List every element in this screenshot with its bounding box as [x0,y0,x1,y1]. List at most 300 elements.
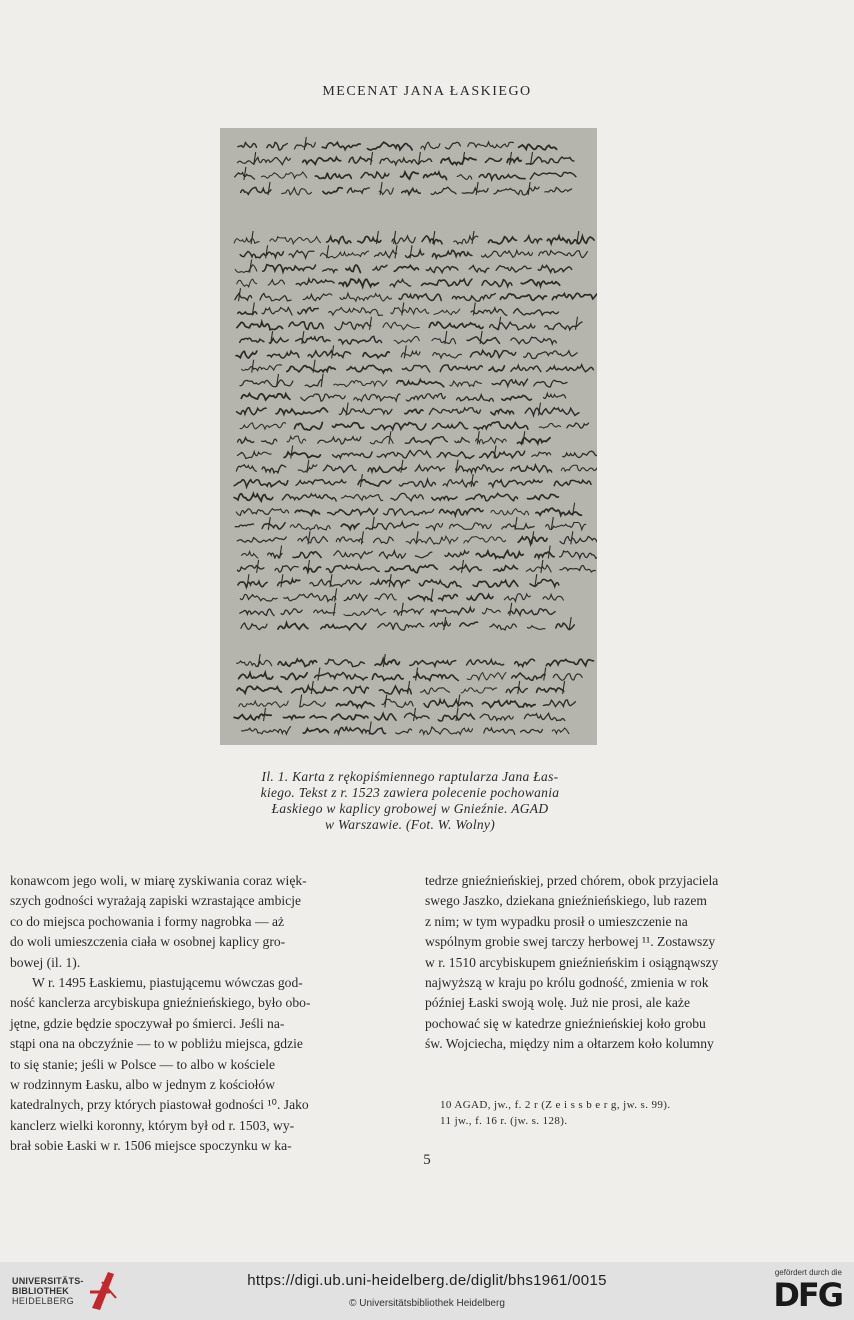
handwriting-stroke [556,623,575,629]
handwriting-stroke [406,536,458,544]
handwriting-stroke [439,509,483,516]
handwriting-stroke [240,338,264,342]
handwriting-stroke [494,187,539,195]
handwriting-stroke [506,687,527,692]
handwriting-stroke [422,236,442,244]
handwriting-stroke [270,237,321,244]
caption-line: w Warszawie. (Fot. W. Wolny) [324,817,496,832]
handwriting-stroke [480,451,525,458]
handwriting-stroke [468,142,514,148]
handwriting-stroke [489,237,517,244]
handwriting-stroke [504,594,530,601]
handwriting-stroke [455,438,470,443]
handwriting-stroke [543,700,575,707]
handwriting-stroke [238,566,264,572]
handwriting-stroke [379,686,411,694]
text-line: szych godności wyrażają zapiski wzrastające ambicje [10,893,301,909]
handwriting-stroke [491,409,514,414]
handwriting-stroke [402,303,404,316]
handwriting-stroke [467,673,506,681]
handwriting-stroke [327,236,351,243]
handwriting-stroke [262,439,277,444]
library-name-line: BIBLIOTHEK [12,1286,69,1296]
handwriting-stroke [484,728,515,734]
handwriting-stroke [534,380,567,387]
handwriting-stroke [397,380,444,387]
handwriting-stroke [310,716,326,719]
handwriting-stroke [457,175,472,180]
text-line: św. Wojciecha, między nim a ołtarzem koło kolumny [425,1036,714,1052]
handwriting-stroke [502,524,534,529]
handwriting-stroke [437,452,474,459]
handwriting-stroke [432,422,467,428]
handwriting-stroke [483,701,536,708]
handwriting-stroke [508,609,555,615]
handwriting-stroke [375,594,396,600]
handwriting-stroke [446,142,461,149]
handwriting-stroke [450,565,481,572]
handwriting-stroke [281,609,302,615]
handwriting-stroke [406,393,445,401]
footnote-number: 10 [440,1099,452,1111]
handwriting-stroke [467,594,493,601]
handwriting-stroke [537,688,564,692]
handwriting-stroke [354,394,400,401]
handwriting-stroke [281,574,283,587]
handwriting-stroke [491,509,529,515]
handwriting-stroke [334,551,373,559]
handwriting-stroke [276,408,328,415]
handwriting-stroke [538,266,572,273]
handwriting-stroke [476,182,478,195]
handwriting-stroke [303,294,332,301]
handwriting-stroke [500,294,546,301]
handwriting-stroke [344,687,369,694]
handwriting-stroke [401,460,403,473]
handwriting-stroke [467,337,499,344]
handwriting-stroke [334,380,387,386]
handwriting-stroke [502,395,532,400]
text-line: później Łaski swoją wolę. Już nie prosi, ale każe [425,995,690,1011]
handwriting-stroke [278,623,308,629]
handwriting-stroke [235,293,252,300]
handwriting-stroke [346,265,361,272]
handwriting-stroke [339,336,382,344]
handwriting-stroke [344,609,386,616]
handwriting-stroke [466,493,518,501]
handwriting-stroke [332,423,363,429]
handwriting-stroke [289,251,314,259]
handwriting-stroke [234,238,259,243]
library-name-line: UNIVERSITÄTS- [12,1276,84,1286]
handwriting-stroke [339,279,378,287]
handwriting-stroke [560,536,597,543]
handwriting-stroke [452,294,495,302]
handwriting-stroke [454,236,478,244]
handwriting-stroke [278,659,317,666]
caption-line: Il. 1. Karta z rękopiśmiennego raptularza Jana Łas- [261,769,559,784]
handwriting-stroke [391,308,429,314]
handwriting-stroke [323,465,356,472]
footnote-number: 11 [440,1115,452,1127]
handwriting-stroke [431,608,474,615]
handwriting-stroke [514,309,559,316]
handwriting-stroke [535,552,554,557]
caption-line: kiego. Tekst z r. 1523 zawiera polecenie pochowania [260,785,560,800]
handwriting-stroke [554,480,591,486]
sponsor-label: gefördert durch die [774,1268,842,1277]
handwriting-stroke [296,480,346,486]
handwriting-stroke [432,496,457,500]
handwriting-stroke [267,351,299,358]
handwriting-stroke [310,580,361,587]
handwriting-stroke [521,729,543,732]
manuscript-photo [220,128,597,745]
handwriting-stroke [372,423,426,430]
handwriting-stroke [471,308,507,315]
handwriting-stroke [560,551,597,558]
handwriting-stroke [507,158,521,163]
handwriting-stroke [479,173,525,179]
handwriting-stroke [295,422,323,430]
handwriting-stroke [402,189,421,195]
handwriting-stroke [474,422,528,429]
handwriting-stroke [238,143,257,148]
text-line: pochować się w katedrze gnieźnieńskiej koło grobu [425,1015,706,1031]
handwriting-stroke [543,595,563,601]
handwriting-stroke [494,566,518,572]
handwriting-stroke [457,395,494,401]
handwriting-stroke [334,603,336,616]
handwriting-stroke [329,308,383,316]
handwriting-stroke [335,322,371,330]
handwriting-stroke [238,438,254,443]
handwriting-stroke [462,560,464,573]
handwriting-stroke [492,379,527,386]
handwriting-stroke [242,365,282,371]
handwriting-stroke [441,158,476,165]
handwriting-stroke [521,280,560,286]
handwriting-stroke [527,494,558,499]
text-line: jętne, gdzie będzie spoczywał po śmierci. Jeśli na- [10,1015,285,1031]
handwriting-stroke [361,172,389,178]
text-line: do woli umieszczenia ciała w osobnej kaplicy gro- [10,934,286,950]
handwriting-stroke [238,581,267,587]
handwriting-stroke [526,157,574,164]
handwriting-stroke [396,729,412,734]
handwriting-stroke [301,394,346,401]
handwriting-stroke [349,157,372,163]
handwriting-stroke [295,510,319,515]
text-line: ność kanclerza arcybiskupa gnieźnieńskiego, było obo- [10,995,311,1011]
handwriting-stroke [235,265,257,273]
handwriting-stroke [373,265,387,270]
handwriting-stroke [405,409,423,413]
handwriting-stroke [430,622,450,627]
handwriting-stroke [544,394,566,399]
handwriting-stroke [511,337,557,344]
handwriting-stroke [292,686,338,693]
handwriting-stroke [237,452,271,459]
handwriting-stroke [526,565,551,572]
handwriting-stroke [236,509,288,516]
handwriting-stroke [384,509,434,515]
handwriting-stroke [409,596,433,602]
handwriting-stroke [456,465,503,472]
handwriting-stroke [311,681,313,694]
handwriting-stroke [482,608,500,613]
handwriting-stroke [433,353,462,358]
handwriting-stroke [241,623,267,630]
handwriting-stroke [236,465,256,472]
text-line: tedrze gnieźnieńskiej, przed chórem, obok przyjaciela [425,873,719,888]
handwriting-stroke [462,188,488,193]
handwriting-stroke [482,280,512,287]
text-line: kanclerz wielki koronny, którym był od r. 1503, wy- [10,1117,295,1133]
text-line: z nim; w tym wypadku prosił o umieszczenie na [425,913,688,929]
handwriting-stroke [238,312,257,314]
handwriting-stroke [262,172,307,178]
handwriting-stroke [528,626,546,630]
text-line: wspólnym grobie swej tarczy herbowej ¹¹. Zostawszy [425,934,716,950]
handwriting-stroke [391,493,423,500]
handwriting-stroke [432,250,472,257]
handwriting-stroke [429,322,483,329]
handwriting-stroke [262,308,292,316]
handwriting-stroke [234,480,288,487]
text-line: konawcom jego woli, w miarę zyskiwania coraz więk- [10,873,307,888]
handwriting-stroke [314,610,335,613]
handwriting-stroke [406,250,424,257]
handwriting-stroke [300,701,326,706]
handwriting-stroke [545,187,572,192]
handwriting-stroke [525,408,579,416]
handwriting-stroke [431,187,456,194]
handwriting-stroke [524,351,578,359]
handwriting-stroke [404,713,429,718]
handwriting-stroke [530,579,559,586]
handwriting-stroke [315,673,368,680]
handwriting-stroke [485,158,501,162]
handwriting-stroke [323,269,338,273]
handwriting-stroke [284,715,305,719]
handwriting-stroke [244,167,246,180]
handwriting-stroke [432,338,456,343]
document-url-link[interactable]: https://digi.ub.uni-heidelberg.de/diglit/bhs1961/0015 [247,1272,607,1289]
handwriting-stroke [394,609,423,615]
page-number: 5 [423,1152,431,1168]
handwriting-stroke [318,437,361,444]
footnote [440,1113,790,1129]
dfg-logo[interactable]: DFG [773,1276,842,1314]
handwriting-stroke [262,465,286,473]
handwriting-stroke [303,729,328,733]
handwriting-stroke [461,688,496,693]
text-line: co do miejsca pochowania i formy nagrobka — aż [10,913,285,929]
handwriting-stroke [536,508,582,515]
handwriting-stroke [563,451,597,458]
handwriting-stroke [332,714,369,720]
text-line: w r. 1510 arcybiskupem gnieźnieńskim i osiągnąwszy [425,954,719,970]
handwriting-stroke [284,594,336,602]
handwriting-stroke [280,546,282,559]
handwriting-stroke [293,552,321,558]
handwriting-stroke [489,480,543,487]
handwriting-stroke [415,465,444,471]
handwriting-stroke [424,700,472,707]
handwriting-stroke [464,537,506,544]
library-name-line: HEIDELBERG [12,1296,75,1306]
handwriting-stroke [298,537,328,543]
handwriting-stroke [553,674,582,681]
handwriting-stroke [404,345,406,358]
handwriting-stroke [394,336,419,343]
handwriting-stroke [383,322,419,329]
handwriting-stroke [289,322,323,330]
handwriting-stroke [524,713,564,720]
handwriting-stroke [341,524,359,530]
handwriting-stroke [424,172,447,179]
handwriting-stroke [420,688,449,694]
handwriting-stroke [268,280,284,285]
caption-line: Łaskiego w kaplicy grobowej w Gnieźnie. AGAD [271,801,549,816]
handwriting-stroke [266,245,268,258]
handwriting-stroke [470,350,515,357]
handwriting-stroke [410,245,412,258]
handwriting-stroke [281,673,307,680]
handwriting-stroke [419,580,461,587]
handwriting-stroke [524,236,541,243]
handwriting-stroke [340,293,392,301]
handwriting-stroke [421,142,440,149]
handwriting-stroke [473,581,518,588]
handwriting-stroke [511,366,541,372]
handwriting-stroke [375,659,399,665]
handwriting-stroke [267,142,287,150]
handwriting-stroke [490,322,535,330]
handwriting-stroke [408,681,410,694]
handwriting-stroke [399,479,435,487]
handwriting-stroke [341,495,382,501]
handwriting-stroke [399,294,441,301]
handwriting-stroke [429,408,480,415]
handwriting-stroke [240,594,277,601]
handwriting-stroke [239,701,288,707]
footnote-text: AGAD, jw., f. 2 r (Z e i s s b e r g, jw. s. 99). [454,1099,671,1111]
handwriting-stroke [262,523,285,529]
handwriting-stroke [300,695,302,708]
handwriting-stroke [467,660,504,665]
copyright-notice: © Universitätsbibliothek Heidelberg [349,1298,505,1309]
footnote-text: jw., f. 16 r. (jw. s. 128). [454,1115,568,1127]
handwriting-stroke [263,265,316,272]
handwriting-stroke [374,250,396,257]
handwriting-stroke [532,452,551,456]
text-line: w rodzinnym Łasku, albo w jednym z kościołów [10,1077,276,1093]
handwriting-stroke [434,309,460,315]
handwriting-stroke [394,266,418,272]
handwriting-stroke [240,609,274,616]
handwriting-stroke [552,293,597,301]
handwriting-stroke [401,352,420,357]
handwriting-stroke [374,537,394,544]
handwriting-stroke [234,714,271,720]
handwriting-stroke [241,394,290,400]
handwriting-stroke [363,352,389,358]
handwriting-stroke [426,524,443,530]
handwriting-stroke [449,523,491,530]
handwriting-stroke [547,365,594,372]
handwriting-stroke [240,423,286,429]
handwriting-stroke [439,594,458,600]
handwriting-stroke [377,450,431,458]
handwriting-stroke [482,251,533,258]
handwriting-stroke [547,236,594,244]
handwriting-stroke [239,673,273,679]
text-line: swego Jaszko, dziekana gnieźnieńskiego, lub razem [425,893,707,909]
handwriting-stroke [539,251,588,258]
handwriting-stroke [322,142,360,149]
handwriting-stroke [269,338,288,343]
handwriting-stroke [552,728,569,734]
handwriting-stroke [235,524,253,527]
handwriting-stroke [380,158,432,164]
handwriting-stroke [401,603,403,616]
handwriting-stroke [305,380,322,387]
handwriting-stroke [560,566,595,572]
handwriting-stroke [480,714,513,720]
handwriting-stroke [298,308,319,314]
handwriting-stroke [576,317,578,330]
handwriting-stroke [445,551,469,557]
handwriting-stroke [450,381,482,386]
handwriting-stroke [260,293,291,300]
handwriting-stroke [242,727,291,735]
handwriting-stroke [546,659,593,666]
handwriting-stroke [275,566,298,573]
handwriting-stroke [237,408,267,415]
handwriting-stroke [237,279,257,287]
handwriting-stroke [567,423,589,428]
handwriting-stroke [284,452,320,458]
handwriting-stroke [336,537,363,542]
handwriting-stroke [375,714,397,721]
handwriting-stroke [382,699,413,707]
handwriting-stroke [318,668,320,681]
figure-caption [210,769,610,833]
handwriting-stroke [530,172,576,179]
handwriting-stroke [240,380,293,387]
running-head: MECENAT JANA ŁASKIEGO [322,84,532,99]
handwriting-stroke [469,266,489,273]
handwriting-stroke [515,659,535,666]
handwriting-stroke [390,280,411,287]
handwriting-stroke [290,524,330,530]
handwriting-stroke [512,673,546,680]
text-line: katedralnych, przy których piastował godności ¹⁰. Jako [10,1097,309,1113]
handwriting-stroke [511,465,552,472]
handwriting-stroke [358,480,391,486]
handwriting-stroke [240,251,283,257]
text-line: W r. 1495 Łaskiemu, piastującemu wówczas god- [32,975,303,991]
handwriting-stroke [315,173,351,179]
handwriting-stroke [336,701,374,707]
handwriting-stroke [304,137,306,150]
handwriting-stroke [490,624,517,630]
handwriting-stroke [237,537,286,542]
body-right-column [425,871,806,1055]
handwriting-stroke [426,266,458,272]
